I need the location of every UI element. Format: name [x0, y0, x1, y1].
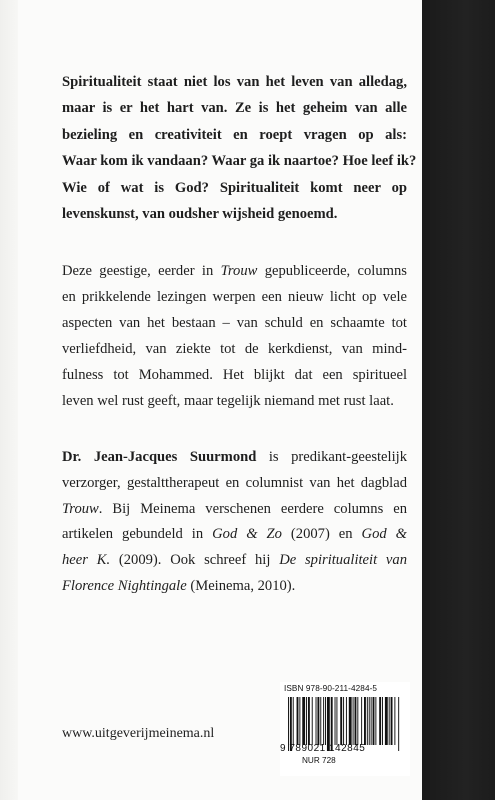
barcode-bar	[335, 697, 336, 745]
blurb-line: Wie of wat is God? Spiritualiteit komt neer op	[62, 179, 407, 196]
author-name: Dr. Jean-Jacques Suurmond	[62, 449, 257, 465]
bio-text: (2009). Ook schreef hij	[110, 552, 280, 569]
barcode-bar	[340, 697, 342, 745]
barcode-bar	[346, 697, 347, 745]
description-paragraph	[62, 258, 407, 415]
bio-line	[62, 548, 407, 574]
bio-line	[62, 522, 407, 548]
bio-line: verzorger, gestalttherapeut en columnist van het dagblad	[62, 474, 407, 491]
bio-line	[62, 497, 407, 523]
blurb-line: maar is er het hart van. Ze is het geheim van alle	[62, 100, 407, 117]
bio-line	[62, 574, 407, 600]
barcode-bar	[373, 697, 375, 745]
cover-edge	[0, 0, 18, 800]
bio-text: (Meinema, 2010).	[186, 577, 296, 594]
bio-line	[62, 445, 407, 471]
bio-text: is predikant-geestelijk	[256, 449, 407, 465]
barcode-bar	[306, 697, 307, 745]
barcode-bar	[357, 697, 358, 745]
bio-text: . Bij Meinema verschenen eerdere columns en	[98, 500, 407, 517]
publisher-website: www.uitgeverijmeinema.nl	[62, 726, 215, 741]
barcode-label	[280, 682, 410, 776]
barcode-bar	[353, 697, 354, 745]
barcode-digits: 9 789021 142845	[280, 743, 366, 754]
barcode-bar	[369, 697, 370, 745]
barcode-bar	[343, 697, 344, 745]
description-line: en prikkelende lezingen werpen een nieuw licht op vele	[62, 289, 407, 306]
barcode-bar	[367, 697, 368, 745]
barcode-bar	[316, 697, 317, 745]
description-text: gepubliceerde, columns	[257, 263, 407, 279]
barcode-bar	[355, 697, 357, 745]
book-title: God &	[361, 526, 407, 543]
description-text: Deze geestige, eerder in	[62, 263, 221, 279]
barcode-bar	[349, 697, 352, 745]
barcode-bar	[323, 697, 324, 745]
description-line: aspecten van het bestaan – van schuld en schaamte tot	[62, 315, 407, 332]
nur-code: NUR 728	[302, 756, 336, 765]
description-line	[62, 258, 407, 284]
black-side-band	[422, 0, 495, 800]
description-line: leven wel rust geeft, maar tegelijk niemand met rust laat.	[62, 393, 394, 410]
barcode-bar	[364, 697, 366, 745]
barcode-bar	[389, 697, 390, 745]
barcode-bar	[317, 697, 319, 745]
barcode-bar	[325, 697, 326, 745]
barcode-bar	[379, 697, 381, 745]
bio-text: artikelen gebundeld in	[62, 526, 213, 543]
blurb-line: Waar kom ik vandaan? Waar ga ik naartoe? Hoe leef ik?	[62, 153, 417, 170]
book-title: heer K.	[62, 552, 111, 569]
barcode-bar	[297, 697, 299, 745]
description-line: fulness tot Mohammed. Het blijkt dat een spiritueel	[62, 367, 407, 384]
barcode-bar	[382, 697, 383, 745]
blurb-paragraph	[62, 69, 417, 227]
blurb-line: bezieling en creativiteit en roept vragen op als:	[62, 126, 407, 143]
barcode-bar	[320, 697, 321, 745]
newspaper-title: Trouw	[62, 500, 99, 517]
blurb-line: Spiritualiteit staat niet los van het leven van alledag,	[62, 74, 407, 90]
barcode-bar	[336, 697, 337, 745]
book-title: Florence Nightingale	[62, 577, 187, 594]
book-title: De spiritualiteit van	[279, 552, 407, 569]
author-bio-paragraph	[62, 445, 407, 600]
barcode-bar	[293, 697, 294, 745]
barcode-bar	[371, 697, 372, 745]
barcode-bar	[361, 697, 362, 745]
book-title: God & Zo	[212, 526, 282, 543]
barcode-bar	[375, 697, 376, 745]
blurb-line: levenskunst, van oudsher wijsheid genoemd.	[62, 206, 338, 223]
barcode-bar	[308, 697, 310, 745]
isbn-text: ISBN 978-90-211-4284-5	[284, 684, 378, 693]
barcode-bar	[302, 697, 305, 745]
bio-text: (2007) en	[281, 526, 362, 543]
barcode-bar	[391, 697, 393, 745]
barcode-bar	[299, 697, 300, 745]
barcode-bar	[394, 697, 395, 745]
barcode-bar	[385, 697, 388, 745]
barcode-bar	[312, 697, 313, 745]
description-line: verliefdheid, van ziekte tot de kerkdienst, van mind-	[62, 341, 407, 358]
newspaper-title: Trouw	[220, 263, 258, 279]
